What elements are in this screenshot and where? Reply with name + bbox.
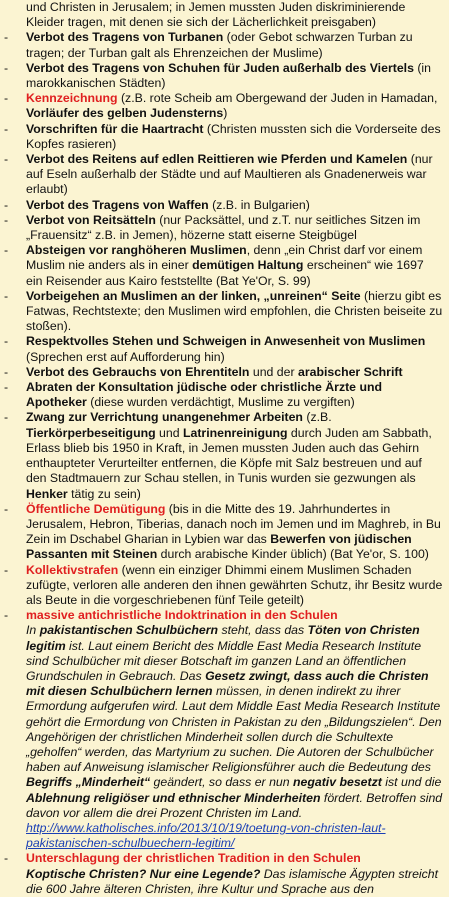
list-item-turban: - Verbot des Tragens von Turbanen (oder Gebot schwarzen Turban zu tragen; der Turban galt als Ehrenzeichen der Muslime) bbox=[4, 30, 413, 60]
list-dash: - bbox=[4, 288, 9, 303]
list-item-absteigen: - Absteigen vor ranghöheren Muslimen, denn „ein Christ darf vor einem Muslim nie anders als in einer demütigen Haltung erscheinen“ wie 1697 ein Reisender aus Kairo feststellte (Bat Ye'Or, S. 99) bbox=[4, 243, 424, 288]
list-item-indoktrination: - massive antichristliche Indoktrination in den Schulen bbox=[4, 608, 338, 623]
list-item-reitsaettel: - Verbot von Reitsätteln (nur Packsättel, und z.T. nur seitliches Sitzen im „Frauensitz“ z.B. in Jemen), hözerne statt eiserne Steigbügel bbox=[4, 212, 421, 243]
list-dash: - bbox=[4, 501, 9, 516]
list-item-aerzte: - Abraten der Konsultation jüdische oder christliche Ärzte und Apotheker (diese wurden verdächtigt, Muslime zu vergiften) bbox=[4, 380, 382, 410]
kopten-paragraph: Koptische Christen? Nur eine Legende? Das islamische Ägypten streicht die 600 Jahre älteren Christen, ihre Kultur und Sprache aus den bbox=[26, 866, 439, 896]
list-item-ehrentitel: - Verbot des Gebrauchs von Ehrentiteln und der arabischer Schrift bbox=[4, 364, 403, 379]
list-dash: - bbox=[4, 91, 9, 106]
list-item-schuhe: - Verbot des Tragens von Schuhen für Juden außerhalb des Viertels (in marokkanischen Städten) bbox=[4, 60, 432, 91]
list-dash: - bbox=[4, 30, 9, 45]
list-item-zwang: - Zwang zur Verrichtung unangenehmer Arbeiten (z.B. Tierkörperbeseitigung und Latrinenreinigung durch Juden am Sabbath, Erlass blieb bis 1950 in Kraft, in Jemen mussten Juden auch das Gehirn enthaupteter Verurteilter entfernen, die Köpfe mit Salz bestreuen und auf den Stadtmauern zur Schau stellen, in Tunis wurden sie gezwungen als Henker tätig zu sein) bbox=[4, 410, 432, 501]
list-dash: - bbox=[4, 334, 9, 349]
list-dash: - bbox=[4, 562, 9, 577]
list-item-unterschlagung: - Unterschlagung der christlichen Tradition in den Schulen bbox=[4, 851, 361, 866]
list-dash: - bbox=[4, 197, 9, 212]
list-dash: - bbox=[4, 152, 9, 167]
list-dash: - bbox=[4, 364, 9, 379]
list-dash: - bbox=[4, 608, 9, 623]
list-dash: - bbox=[4, 121, 9, 136]
list-item-waffen: - Verbot des Tragens von Waffen (z.B. in Bulgarien) bbox=[4, 197, 310, 212]
list-dash: - bbox=[4, 60, 9, 75]
list-item-respekt: - Respektvolles Stehen und Schweigen in Anwesenheit von Muslimen (Sprechen erst auf Aufforderung hin) bbox=[4, 334, 426, 364]
list-item-vorbeigehen: - Vorbeigehen an Muslimen an der linken, „unreinen“ Seite (hierzu gibt es Fatwas, Rechtstexte; den Muslimen wird empfohlen, die Christen beiseite zu stoßen). bbox=[4, 288, 443, 334]
list-item-kollektivstrafen: - Kollektivstrafen (wenn ein einziger Dhimmi einem Muslimen Schaden zufügte, verloren alle anderen den ihnen gewährten Schutz, ihr Besitz wurde als Beute in die vorgeschriebenen fünf Teile geteilt) bbox=[4, 562, 443, 607]
source-link[interactable]: http://www.katholisches.info/2013/10/19/toetung-von-christen-laut- pakistanischen-schulbuechern-legitim/ bbox=[26, 820, 386, 851]
list-item-haartracht: - Vorschriften für die Haartracht (Christen mussten sich die Vorderseite des Kopfes rasieren) bbox=[4, 121, 441, 151]
list-dash: - bbox=[4, 380, 9, 395]
pakistan-paragraph: In pakistantischen Schulbüchern steht, dass das Töten von Christen legitim ist. Laut einem Bericht des Middle East Media Research Institute sind Schulbücher mit dieser Botschaft im ganzen Land an öffentlichen Grundschulen in Gebrauch. Das Gesetz zwingt, dass auch die Christen mit diesen Schulbüchern lernen müssen, in denen indirekt zu ihrer Ermordung aufgerufen wird. Laut dem Middle East Media Research Institute gehört die Ermordung von Christen in Pakistan zu den „Bildungszielen“. Den Angehörigen der christlichen Minderheit sollen durch die Schultexte „geholfen“ werden, das Martyrium zu suchen. Die Autoren der Schulbücher haben auf Anweisung islamischer Religionsführer auch die Bedeutung des Begriffs „Minderheit“ geändert, so dass er nun negativ besetzt ist und die Ablehnung religiöser und ethnischer Minderheiten fördert. Betroffen sind davon vor allem die drei Prozent Christen im Land. http://www.katholisches.info/2013/10/19/toetung-von-christen-laut- pakistanischen-schulbuechern-legitim/ bbox=[26, 623, 443, 851]
list-item-demuetigung: - Öffentliche Demütigung (bis in die Mitte des 19. Jahrhundertes in Jerusalem, Hebron, Tiberias, danach noch im Jemen und im Maghreb, in Bu Zein im Dschabel Gharian in Lybien war das Bewerfen von jüdischen Passanten mit Steinen durch arabische Kinder üblich) (Bat Ye'or, S. 100) bbox=[4, 501, 441, 562]
list-dash: - bbox=[4, 212, 9, 227]
list-dash: - bbox=[4, 851, 9, 866]
list-dash: - bbox=[4, 410, 9, 425]
list-item-kennzeichnung: - Kennzeichnung (z.B. rote Scheib am Obergewand der Juden in Hamadan, Vorläufer des gelben Judensterns) bbox=[4, 91, 438, 121]
intro-text: und Christen in Jerusalem; in Jemen mussten Juden diskriminierende Kleider tragen, mit denen sie sich der Lächerlichkeit preisgaben) bbox=[26, 0, 406, 30]
list-item-reiten: - Verbot des Reitens auf edlen Reittieren wie Pferden und Kamelen (nur auf Eseln außerhalb der Städte und auf Maultieren als Gnadenerweis war erlaubt) bbox=[4, 152, 433, 197]
list-dash: - bbox=[4, 243, 9, 258]
